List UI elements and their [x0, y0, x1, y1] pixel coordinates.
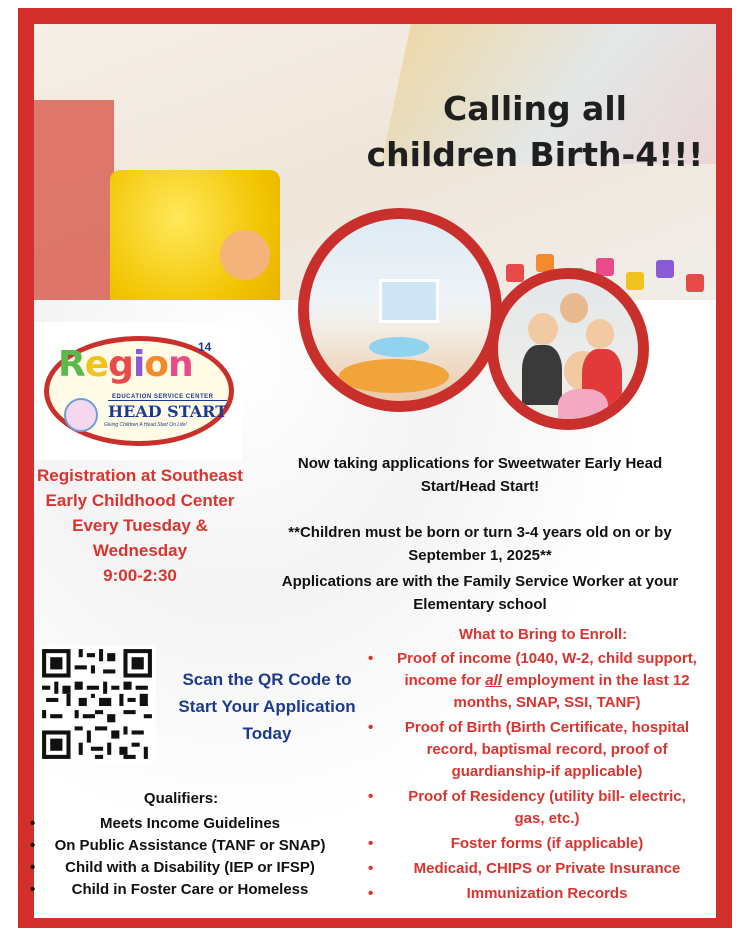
- list-item: • On Public Assistance (TANF or SNAP): [30, 837, 326, 854]
- logo-number: 14: [198, 340, 212, 354]
- region14-logo: [34, 322, 242, 460]
- list-item: • Proof of Residency (utility bill- electric, gas, etc.): [368, 788, 686, 827]
- list-item: • Medicaid, CHIPS or Private Insurance: [368, 860, 681, 877]
- title-line-2: children Birth-4!!!: [366, 135, 704, 174]
- list-item: • Proof of Birth (Birth Certificate, hospital record, baptismal record, proof of guardianship-if applicable): [368, 719, 690, 780]
- page-title: [360, 86, 710, 178]
- classroom-photo: [298, 208, 502, 412]
- registration-info: Registration at Southeast Early Childhood Center Every Tuesday & Wednesday 9:00-2:30: [37, 466, 243, 585]
- logo-subtitle: EDUCATION SERVICE CENTER: [112, 394, 214, 400]
- qualifiers-title: Qualifiers:: [143, 790, 219, 807]
- logo-program: HEAD START: [108, 402, 228, 421]
- qualifiers-list: [30, 813, 340, 901]
- list-item: • Immunization Records: [368, 885, 628, 902]
- logo-tagline: Giving Children A Head Start On Life!: [104, 422, 187, 428]
- qr-code[interactable]: [38, 645, 156, 763]
- list-item: • Meets Income Guidelines: [30, 815, 281, 832]
- logo-word: Region: [58, 344, 193, 385]
- enroll-requirements-list: [368, 648, 712, 908]
- applications-open-text: Now taking applications for Sweetwater Early Head Start/Head Start!: [297, 455, 663, 495]
- application-location-text: Applications are with the Family Service Worker at your Elementary school: [281, 573, 679, 613]
- children-photo: [487, 268, 649, 430]
- list-item: • Child with a Disability (IEP or IFSP): [30, 859, 315, 876]
- list-item: • Foster forms (if applicable): [368, 835, 644, 852]
- qr-code-graphic: [38, 645, 156, 763]
- enroll-requirements-title: What to Bring to Enroll:: [458, 626, 628, 643]
- list-item: • Proof of income (1040, W-2, child support, income for all employment in the last 12 months, SNAP, SSI, TANF): [368, 650, 697, 711]
- list-item: • Child in Foster Care or Homeless: [30, 881, 309, 898]
- child-drawing-icon: [64, 398, 98, 432]
- title-line-1: Calling all: [443, 89, 627, 128]
- age-requirement-text: **Children must be born or turn 3-4 years old on or by September 1, 2025**: [288, 524, 672, 564]
- scan-qr-instructions: Scan the QR Code to Start Your Application Today: [178, 670, 356, 743]
